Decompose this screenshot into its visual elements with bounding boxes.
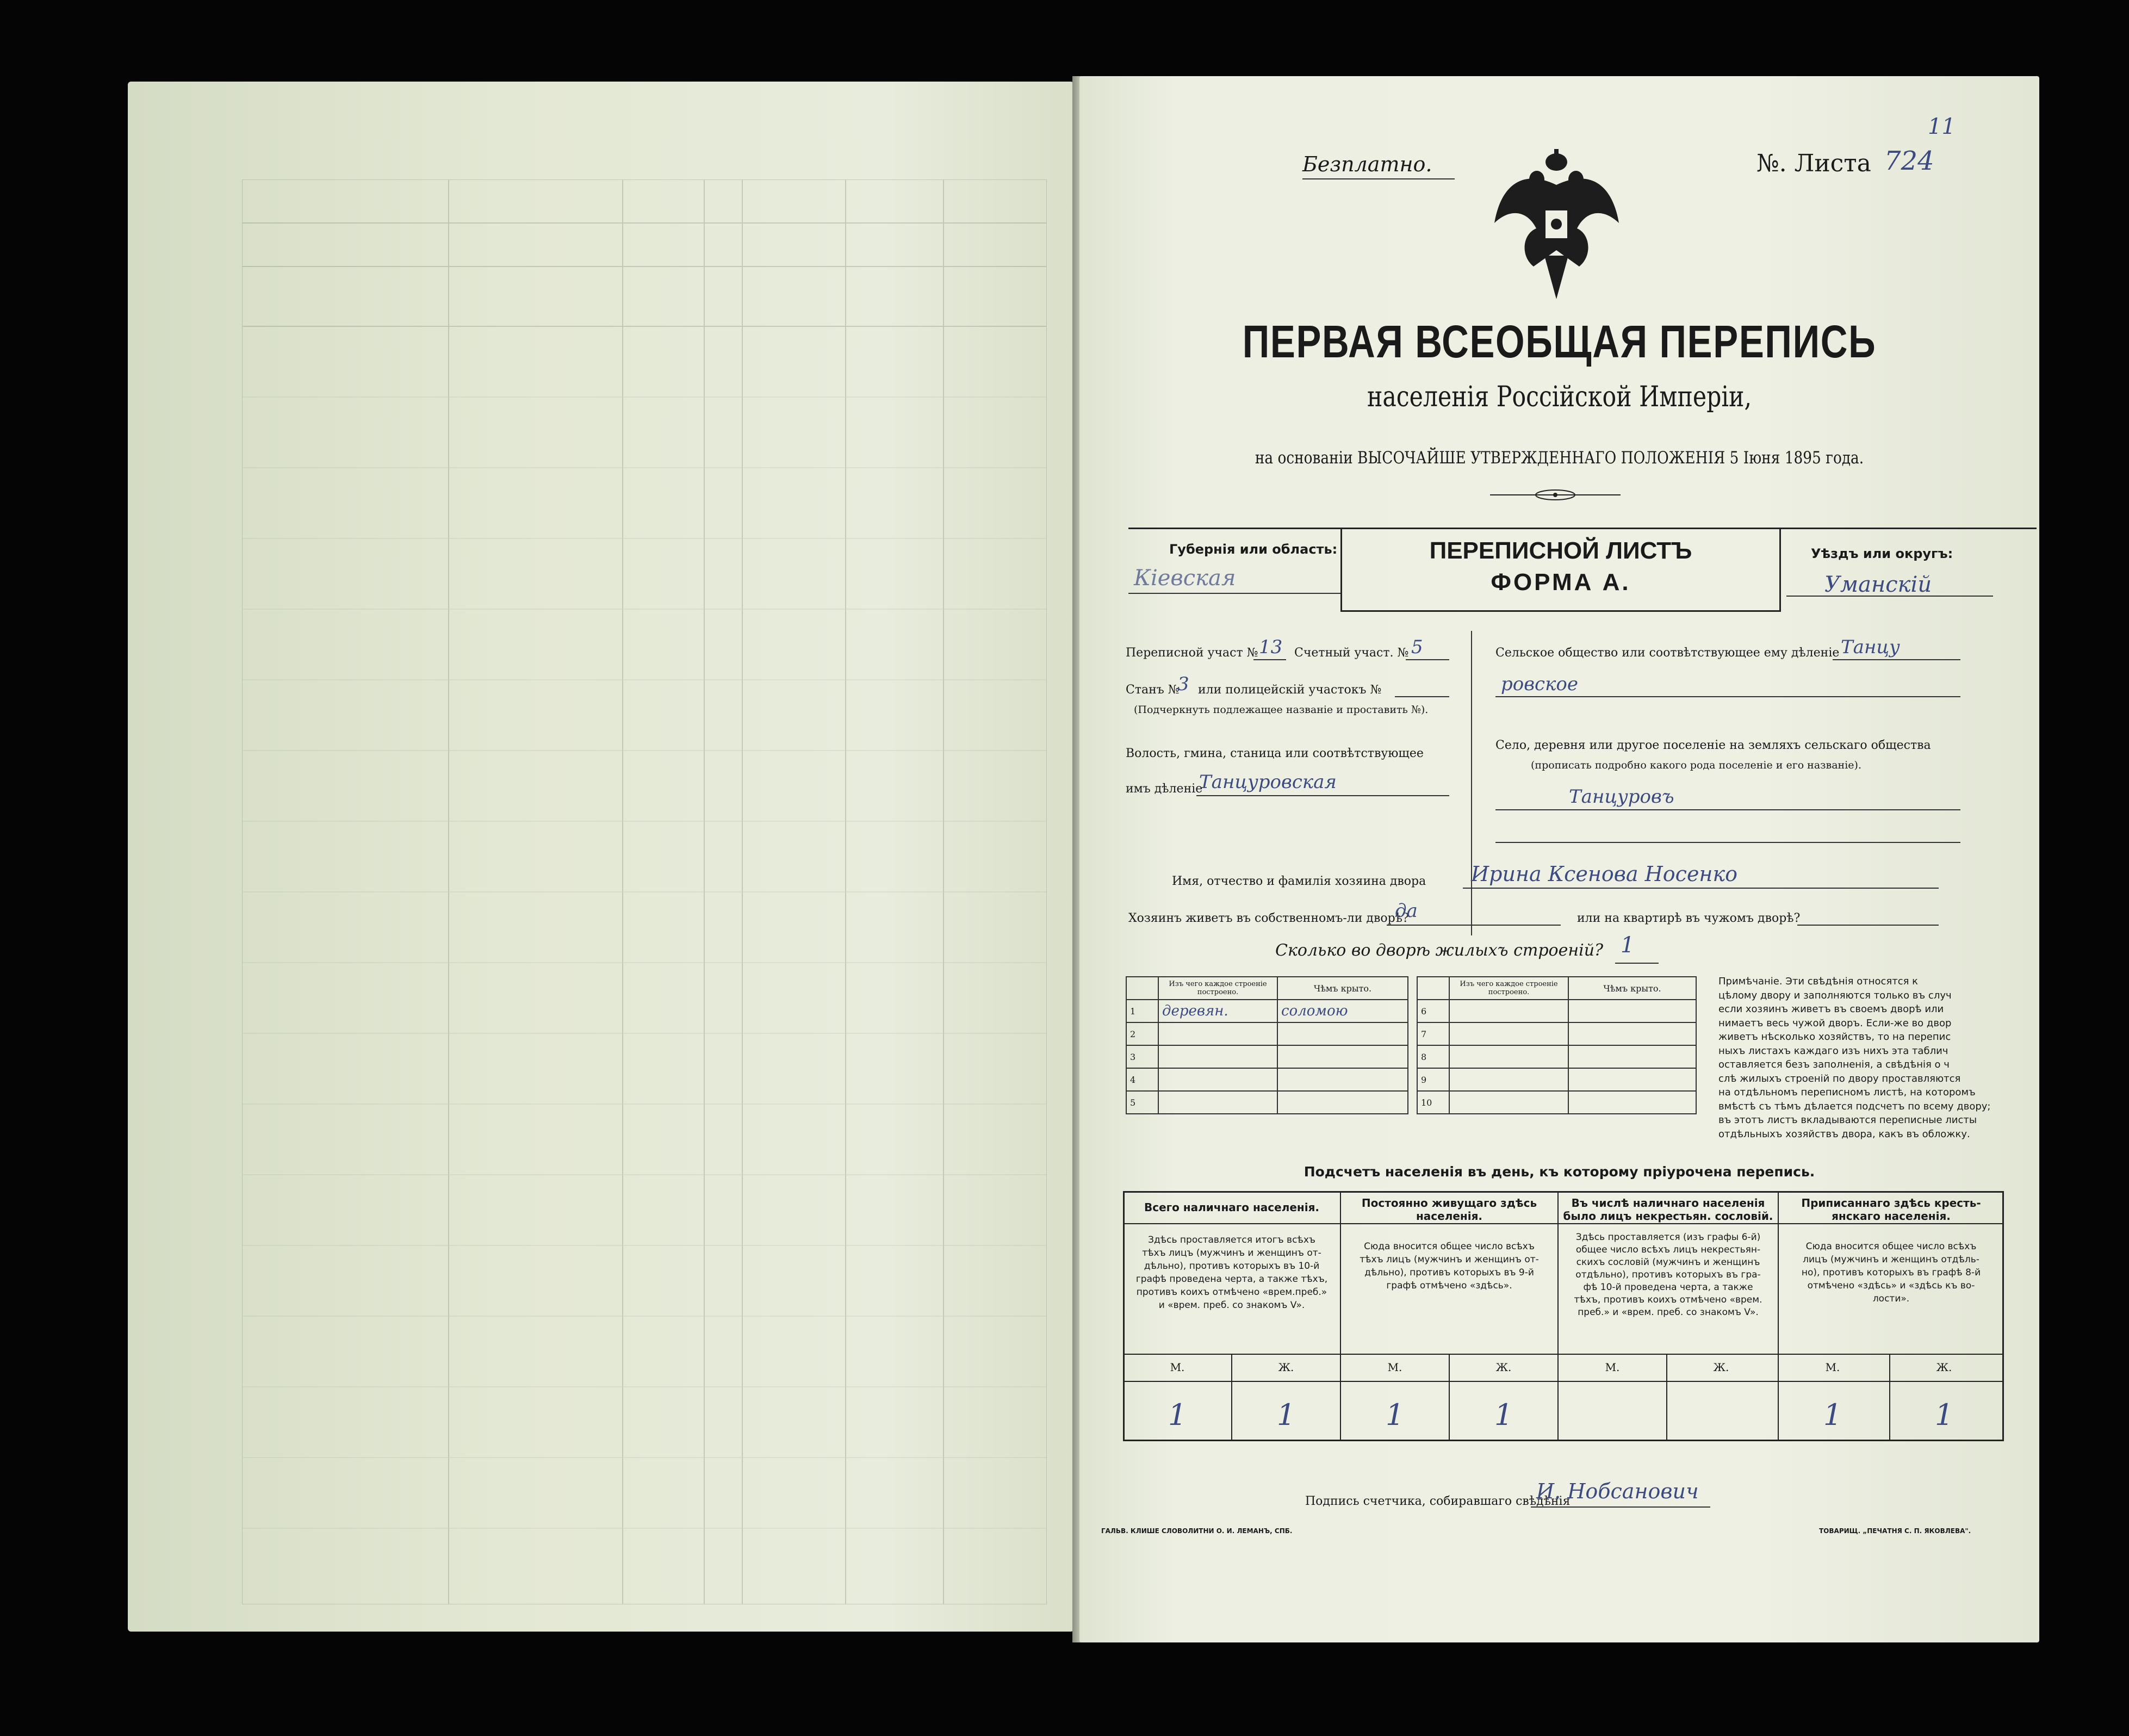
count-resident-male: 1 xyxy=(1385,1398,1405,1432)
summary-col-4-desc: Сюда вносится общее число всѣхъ лицъ (мужчинъ и женщинъ отдѣль- но), противъ которыхъ въ графѣ 8-й отмѣчено «здѣсь» и «здѣсь къ во- лости». xyxy=(1801,1241,1981,1304)
male-label: М. xyxy=(1825,1361,1840,1374)
archive-number: 11 xyxy=(1928,114,1956,139)
summary-heading: Подсчетъ населенія въ день, къ которому пріурочена перепись. xyxy=(1304,1164,1815,1180)
police-note: (Подчеркнуть подлежащее названіе и проставить №). xyxy=(1134,704,1429,716)
police-line xyxy=(1395,696,1449,697)
count-total-female: 1 xyxy=(1276,1398,1296,1432)
female-label: Ж. xyxy=(1495,1361,1512,1374)
col-material-header-2: Изъ чего каждое строеніе построено. xyxy=(1449,977,1568,1000)
ornament-divider xyxy=(1490,488,1621,501)
table-row: 2 xyxy=(1126,1022,1408,1045)
signature-value: И. Нобсанович xyxy=(1536,1479,1699,1503)
society-value-cont: ровское xyxy=(1501,673,1578,695)
form-title-main: ПЕРВАЯ ВСЕОБЩАЯ ПЕРЕПИСЬ xyxy=(1242,316,1877,367)
census-form-page xyxy=(1079,76,2039,1642)
owner-name-label: Имя, отчество и фамилія хозяина двора xyxy=(1172,875,1426,888)
owner-rent-label: или на квартирѣ въ чужомъ дворѣ? xyxy=(1577,912,1801,925)
summary-col-2-head: Постоянно живущаго здѣсь населенія. xyxy=(1361,1196,1537,1223)
note-block: Примѣчаніе. Эти свѣдѣнія относятся к цѣлому двору и заполняются только въ случ если хозяинъ живетъ въ своемъ дворѣ или нимаетъ весь чужой дворъ. Если-же во двор живетъ нѣсколько хозяйствъ, то на перепис ныхъ листахъ каждаго изъ нихъ эта таблич оставляется безъ заполненія, а свѣдѣнія о ч слѣ жилыхъ строеній по двору проставляются на отдѣльномъ переписномъ листѣ, на которомъ вмѣстѣ съ тѣмъ дѣлается подсчетъ по всему двору; въ этотъ листъ вкладываются переписные листы отдѣльныхъ хозяйствъ двора, какъ въ обложку. xyxy=(1718,976,1991,1140)
count-resident-female: 1 xyxy=(1494,1398,1513,1432)
owner-name-line xyxy=(1463,888,1939,889)
gubernia-label: Губернія или область: xyxy=(1169,542,1338,557)
uezd-value: Уманскій xyxy=(1824,572,1932,597)
selo-line xyxy=(1495,809,1960,810)
table-row: 1 деревян. соломою xyxy=(1126,1000,1408,1022)
owner-lives-label: Хозяинъ живетъ въ собственномъ-ли дворѣ? xyxy=(1128,912,1409,925)
volost-value: Танцуровская xyxy=(1199,771,1337,793)
stan-value: 3 xyxy=(1177,673,1189,695)
col-roof-header: Чѣмъ крыто. xyxy=(1277,977,1408,1000)
imperial-eagle-emblem xyxy=(1490,147,1623,302)
table-row: 4 xyxy=(1126,1068,1408,1091)
buildings-table-left xyxy=(1126,976,1408,1114)
society-line xyxy=(1833,659,1960,660)
table-row: 5 xyxy=(1126,1091,1408,1114)
uezd-line xyxy=(1786,596,1993,597)
summary-col-1-desc: Здѣсь проставляется итогъ всѣхъ тѣхъ лицъ (мужчинъ и женщинъ от- дѣльно), противъ которыхъ въ 10-й графѣ проведена черта, а также тѣхъ, противъ коихъ отмѣчено «врем.преб.» и «врем. преб. со знакомъ V». xyxy=(1135,1235,1328,1311)
volost-label-cont: имъ дѣленіе xyxy=(1126,782,1203,796)
stan-label: Станъ № xyxy=(1126,683,1180,697)
table-row: 9 xyxy=(1417,1068,1696,1091)
female-label: Ж. xyxy=(1936,1361,1952,1374)
col-material-header: Изъ чего каждое строеніе построено. xyxy=(1158,977,1277,1000)
selo-line-2 xyxy=(1495,842,1960,843)
male-label: М. xyxy=(1605,1361,1620,1374)
form-title-decree: на основаніи ВЫСОЧАЙШЕ УТВЕРЖДЕННАГО ПОЛОЖЕНІЯ 5 Іюня 1895 года. xyxy=(1255,448,1864,468)
form-name-title: ПЕРЕПИСНОЙ ЛИСТЪ xyxy=(1429,537,1692,564)
free-underline xyxy=(1302,178,1455,179)
form-title-sub: населенія Россійской Имперіи, xyxy=(1367,381,1752,413)
signature-line xyxy=(1531,1506,1710,1508)
male-label: М. xyxy=(1387,1361,1402,1374)
gubernia-value: Кіевская xyxy=(1134,566,1236,591)
gubernia-line xyxy=(1128,593,1340,594)
schet-label: Счетный участ. № xyxy=(1294,646,1409,660)
sheet-number-value: 724 xyxy=(1884,146,1934,176)
volost-label: Волость, гмина, станица или соотвѣтствующее xyxy=(1126,747,1424,760)
building-count-value: 1 xyxy=(1621,933,1635,958)
female-label: Ж. xyxy=(1278,1361,1294,1374)
female-label: Ж. xyxy=(1713,1361,1729,1374)
owner-lives-value: да xyxy=(1395,900,1418,922)
summary-col-4-head: Приписаннаго здѣсь кресть- янскаго населенія. xyxy=(1801,1196,1981,1223)
police-label: или полицейскій участокъ № xyxy=(1198,683,1382,697)
schet-value: 5 xyxy=(1411,636,1423,658)
sheet-number-label: №. Листа xyxy=(1756,150,1871,177)
owner-rent-line xyxy=(1797,925,1939,926)
summary-col-3-desc: Здѣсь проставляется (изъ графы 6-й) общее число всѣхъ лицъ некрестьян- скихъ сословій (мужчинъ и женщинъ отдѣльно), противъ которыхъ въ гра- фѣ 10-й проведена черта, а также тѣхъ, противъ коихъ отмѣчено «врем. преб.» и «врем. преб. со знакомъ V». xyxy=(1574,1232,1762,1318)
count-total-male: 1 xyxy=(1168,1398,1187,1432)
uchast-value: 13 xyxy=(1259,636,1283,658)
table-row: 7 xyxy=(1417,1022,1696,1045)
count-registered-male: 1 xyxy=(1823,1398,1842,1432)
summary-col-3-head: Въ числѣ наличнаго населенія было лицъ некрестьян. сословій. xyxy=(1563,1196,1773,1223)
col-roof-header-2: Чѣмъ крыто. xyxy=(1568,977,1696,1000)
left-page xyxy=(128,82,1074,1632)
signature-label: Подпись счетчика, собиравшаго свѣдѣнія xyxy=(1305,1495,1571,1508)
section-divider xyxy=(1471,631,1472,935)
uchast-line xyxy=(1253,659,1286,660)
society-line-2 xyxy=(1495,696,1960,697)
buildings-table-right xyxy=(1417,976,1697,1114)
schet-line xyxy=(1406,659,1449,660)
society-value: Танцу xyxy=(1841,636,1900,658)
selo-value: Танцуровъ xyxy=(1569,786,1674,808)
uchast-label: Переписной участ № xyxy=(1126,646,1258,660)
footer-printer-left: ГАЛЬВ. КЛИШЕ СЛОВОЛИТНИ О. И. ЛЕМАНЪ, СПБ. xyxy=(1101,1527,1293,1535)
selo-label: Село, деревня или другое поселеніе на земляхъ сельскаго общества xyxy=(1495,739,1931,752)
selo-note: (прописать подробно какого рода поселеніе и его названіе). xyxy=(1531,759,1861,771)
owner-lives-line xyxy=(1387,925,1561,926)
building-count-label: Сколько во дворѣ жилыхъ строеній? xyxy=(1275,941,1604,960)
table-row: 6 xyxy=(1417,1000,1696,1022)
summary-col-1-head: Всего наличнаго населенія. xyxy=(1144,1201,1320,1214)
summary-col-2-desc: Сюда вносится общее число всѣхъ тѣхъ лицъ (мужчинъ и женщинъ от- дѣльно), противъ которыхъ въ 9-й графѣ отмѣчено «здѣсь». xyxy=(1360,1241,1539,1291)
volost-line xyxy=(1196,795,1449,796)
count-registered-female: 1 xyxy=(1934,1398,1954,1432)
free-label: Безплатно. xyxy=(1302,152,1432,176)
building-count-line xyxy=(1615,963,1659,964)
table-row: 10 xyxy=(1417,1091,1696,1114)
table-row: 3 xyxy=(1126,1045,1408,1068)
footer-printer-right: ТОВАРИЩ. „ПЕЧАТНЯ С. П. ЯКОВЛЕВА". xyxy=(1819,1527,1971,1535)
form-name-letter: ФОРМА А. xyxy=(1491,569,1631,596)
table-row: 8 xyxy=(1417,1045,1696,1068)
society-label: Сельское общество или соотвѣтствующее ему дѣленіе xyxy=(1495,646,1840,660)
bleed-through-grid xyxy=(242,179,1047,1604)
male-label: М. xyxy=(1170,1361,1185,1374)
uezd-label: Уѣздъ или округъ: xyxy=(1811,546,1953,561)
owner-name-value: Ирина Ксенова Носенко xyxy=(1471,862,1738,886)
